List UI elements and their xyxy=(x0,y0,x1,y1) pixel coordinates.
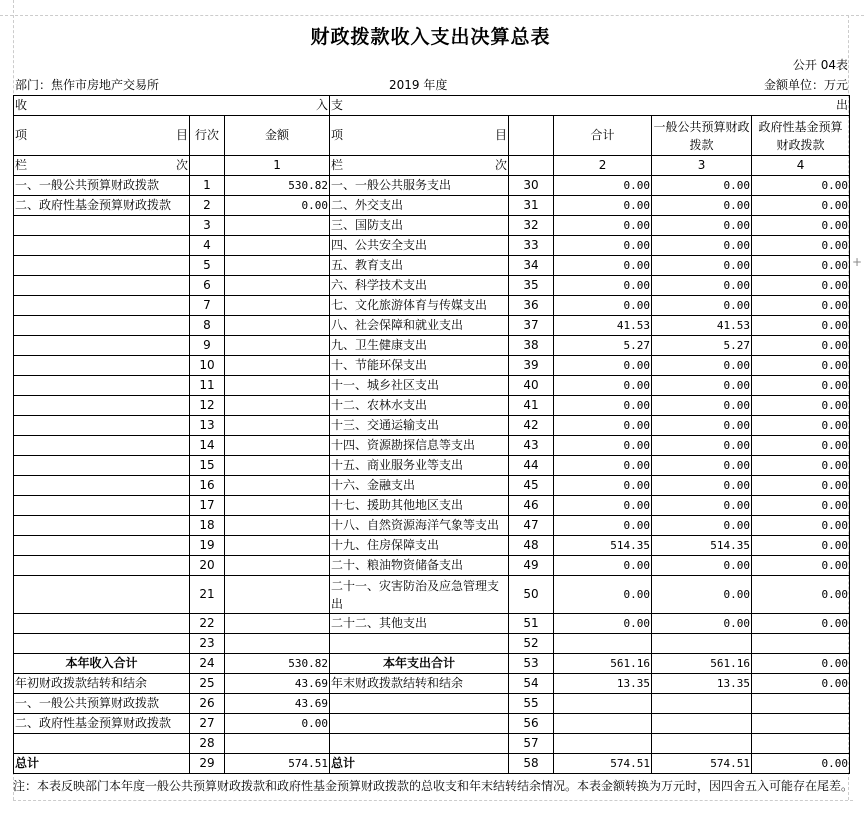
expense-line-no: 39 xyxy=(509,356,554,376)
income-item xyxy=(14,216,190,236)
expense-item: 二、外交支出 xyxy=(330,196,509,216)
expense-general: 0.00 xyxy=(652,356,752,376)
income-amount: 43.69 xyxy=(225,674,330,694)
expense-item: 本年支出合计 xyxy=(330,654,509,674)
expense-total: 0.00 xyxy=(554,416,652,436)
table-row xyxy=(14,556,850,576)
income-amount xyxy=(225,556,330,576)
expense-general xyxy=(652,714,752,734)
expense-total: 561.16 xyxy=(554,654,652,674)
income-item xyxy=(14,276,190,296)
item-header: 项 xyxy=(15,128,28,142)
expense-total: 0.00 xyxy=(554,356,652,376)
expense-general: 0.00 xyxy=(652,576,752,614)
expense-fund: 0.00 xyxy=(752,356,850,376)
expense-total: 0.00 xyxy=(554,614,652,634)
income-item xyxy=(14,396,190,416)
income-line-no: 2 xyxy=(190,196,225,216)
income-amount xyxy=(225,276,330,296)
income-item xyxy=(14,356,190,376)
expense-line-no: 49 xyxy=(509,556,554,576)
table-row xyxy=(14,316,850,336)
expense-line-no: 33 xyxy=(509,236,554,256)
income-line-no: 25 xyxy=(190,674,225,694)
income-line-no: 23 xyxy=(190,634,225,654)
expense-fund: 0.00 xyxy=(752,754,850,774)
expense-general: 574.51 xyxy=(652,754,752,774)
income-line-no: 15 xyxy=(190,456,225,476)
expense-general: 0.00 xyxy=(652,296,752,316)
table-row xyxy=(14,296,850,316)
income-line-no: 1 xyxy=(190,176,225,196)
income-line-no: 28 xyxy=(190,734,225,754)
line-no-header-blank xyxy=(509,116,554,156)
column-number-row xyxy=(14,156,850,176)
expense-line-no: 36 xyxy=(509,296,554,316)
expense-total: 0.00 xyxy=(554,496,652,516)
expense-item: 总计 xyxy=(330,754,509,774)
income-item xyxy=(14,734,190,754)
expense-line-no: 40 xyxy=(509,376,554,396)
income-amount xyxy=(225,256,330,276)
expense-general: 41.53 xyxy=(652,316,752,336)
expense-line-no: 50 xyxy=(509,576,554,614)
expense-general: 0.00 xyxy=(652,216,752,236)
expand-icon[interactable]: + xyxy=(852,255,863,269)
expense-general: 561.16 xyxy=(652,654,752,674)
table-row xyxy=(14,674,850,694)
expense-general: 0.00 xyxy=(652,476,752,496)
income-amount: 574.51 xyxy=(225,754,330,774)
income-line-no: 22 xyxy=(190,614,225,634)
expense-line-no: 30 xyxy=(509,176,554,196)
income-line-no: 16 xyxy=(190,476,225,496)
expense-fund: 0.00 xyxy=(752,614,850,634)
table-row xyxy=(14,456,850,476)
income-line-no: 19 xyxy=(190,536,225,556)
expense-item: 十八、自然资源海洋气象等支出 xyxy=(330,516,509,536)
expense-item: 十九、住房保障支出 xyxy=(330,536,509,556)
item-header: 项 xyxy=(331,128,344,142)
table-row xyxy=(14,356,850,376)
amount-unit: 金额单位：万元 xyxy=(763,78,848,92)
table-row xyxy=(14,396,850,416)
income-amount xyxy=(225,614,330,634)
expense-total: 0.00 xyxy=(554,516,652,536)
income-line-no: 3 xyxy=(190,216,225,236)
income-amount xyxy=(225,216,330,236)
expense-line-no: 35 xyxy=(509,276,554,296)
income-amount xyxy=(225,536,330,556)
table-row xyxy=(14,614,850,634)
expense-item: 十、节能环保支出 xyxy=(330,356,509,376)
income-item: 年初财政拨款结转和结余 xyxy=(14,674,190,694)
expense-total: 0.00 xyxy=(554,576,652,614)
income-item xyxy=(14,236,190,256)
table-row xyxy=(14,496,850,516)
expense-total: 0.00 xyxy=(554,476,652,496)
table-row xyxy=(14,336,850,356)
expense-label-end: 出 xyxy=(836,98,849,112)
column-number: 1 xyxy=(225,156,330,176)
expense-fund xyxy=(752,634,850,654)
expense-line-no: 34 xyxy=(509,256,554,276)
income-amount xyxy=(225,516,330,536)
expense-general: 0.00 xyxy=(652,376,752,396)
expense-line-no: 56 xyxy=(509,714,554,734)
income-amount xyxy=(225,634,330,654)
income-amount xyxy=(225,396,330,416)
expense-item: 十二、农林水支出 xyxy=(330,396,509,416)
expense-general: 0.00 xyxy=(652,256,752,276)
expense-fund: 0.00 xyxy=(752,256,850,276)
table-row xyxy=(14,256,850,276)
expense-item: 三、国防支出 xyxy=(330,216,509,236)
income-line-no: 29 xyxy=(190,754,225,774)
table-row xyxy=(14,196,850,216)
income-amount xyxy=(225,296,330,316)
section-header-row xyxy=(14,96,850,116)
item-header-end: 目 xyxy=(495,128,508,142)
expense-item: 六、科学技术支出 xyxy=(330,276,509,296)
income-item xyxy=(14,516,190,536)
income-item xyxy=(14,376,190,396)
table-row xyxy=(14,416,850,436)
income-label-end: 入 xyxy=(316,98,329,112)
expense-fund: 0.00 xyxy=(752,396,850,416)
income-label: 收 xyxy=(15,98,28,112)
income-item: 二、政府性基金预算财政拨款 xyxy=(14,714,190,734)
expense-total xyxy=(554,714,652,734)
fund-budget-header: 政府性基金预算财政拨款 xyxy=(752,116,850,156)
income-item: 二、政府性基金预算财政拨款 xyxy=(14,196,190,216)
expense-line-no: 45 xyxy=(509,476,554,496)
expense-fund: 0.00 xyxy=(752,576,850,614)
expense-total xyxy=(554,734,652,754)
income-item xyxy=(14,556,190,576)
expense-item xyxy=(330,694,509,714)
expense-general xyxy=(652,734,752,754)
table-row xyxy=(14,516,850,536)
column-header-row xyxy=(14,116,850,156)
expense-total xyxy=(554,694,652,714)
income-line-no: 20 xyxy=(190,556,225,576)
expense-total: 0.00 xyxy=(554,216,652,236)
footnote: 注：本表反映部门本年度一般公共预算财政拨款和政府性基金预算财政拨款的总收支和年末结转结余情况。本表金额转换为万元时，因四舍五入可能存在尾差。 xyxy=(13,772,853,801)
income-item xyxy=(14,336,190,356)
expense-total: 0.00 xyxy=(554,296,652,316)
expense-fund xyxy=(752,734,850,754)
expense-item xyxy=(330,714,509,734)
expense-item: 九、卫生健康支出 xyxy=(330,336,509,356)
expense-fund: 0.00 xyxy=(752,654,850,674)
income-line-no: 14 xyxy=(190,436,225,456)
expense-line-no: 42 xyxy=(509,416,554,436)
expense-total: 0.00 xyxy=(554,376,652,396)
table-row xyxy=(14,376,850,396)
expense-line-no: 57 xyxy=(509,734,554,754)
table-row xyxy=(14,216,850,236)
income-amount xyxy=(225,496,330,516)
expense-line-no: 38 xyxy=(509,336,554,356)
expense-total: 0.00 xyxy=(554,236,652,256)
income-line-no: 11 xyxy=(190,376,225,396)
expense-item: 十七、援助其他地区支出 xyxy=(330,496,509,516)
income-item xyxy=(14,316,190,336)
expense-general: 0.00 xyxy=(652,176,752,196)
income-line-no: 26 xyxy=(190,694,225,714)
table-row xyxy=(14,576,850,614)
income-item: 一、一般公共预算财政拨款 xyxy=(14,694,190,714)
income-amount xyxy=(225,316,330,336)
table-row xyxy=(14,734,850,754)
form-number-row xyxy=(13,55,848,75)
expense-total: 0.00 xyxy=(554,456,652,476)
expense-item: 十四、资源勘探信息等支出 xyxy=(330,436,509,456)
income-amount: 530.82 xyxy=(225,654,330,674)
table-row xyxy=(14,276,850,296)
expense-fund: 0.00 xyxy=(752,476,850,496)
income-item: 一、一般公共预算财政拨款 xyxy=(14,176,190,196)
expense-line-no: 43 xyxy=(509,436,554,456)
budget-table xyxy=(13,95,850,774)
expense-line-no: 51 xyxy=(509,614,554,634)
income-line-no: 7 xyxy=(190,296,225,316)
expense-total: 13.35 xyxy=(554,674,652,694)
income-item xyxy=(14,476,190,496)
expense-fund: 0.00 xyxy=(752,276,850,296)
expense-item xyxy=(330,734,509,754)
fiscal-year: 2019 年度 xyxy=(389,78,448,92)
expense-general xyxy=(652,634,752,654)
expense-general: 5.27 xyxy=(652,336,752,356)
income-line-no: 4 xyxy=(190,236,225,256)
expense-item: 一、一般公共服务支出 xyxy=(330,176,509,196)
income-line-no: 8 xyxy=(190,316,225,336)
expense-fund: 0.00 xyxy=(752,536,850,556)
income-item xyxy=(14,496,190,516)
income-item xyxy=(14,576,190,614)
expense-item: 七、文化旅游体育与传媒支出 xyxy=(330,296,509,316)
expense-item: 四、公共安全支出 xyxy=(330,236,509,256)
column-label: 栏 xyxy=(331,158,344,172)
expense-general xyxy=(652,694,752,714)
expense-item: 年末财政拨款结转和结余 xyxy=(330,674,509,694)
item-header-end: 目 xyxy=(175,128,188,142)
expense-item xyxy=(330,634,509,654)
column-label-end: 次 xyxy=(495,158,508,172)
income-item xyxy=(14,456,190,476)
expense-total: 0.00 xyxy=(554,196,652,216)
expense-fund: 0.00 xyxy=(752,336,850,356)
expense-total xyxy=(554,634,652,654)
income-item xyxy=(14,634,190,654)
column-number: 2 xyxy=(554,156,652,176)
table-row xyxy=(14,176,850,196)
column-label-end: 次 xyxy=(175,158,188,172)
expense-total: 0.00 xyxy=(554,556,652,576)
expense-total: 0.00 xyxy=(554,396,652,416)
income-item xyxy=(14,256,190,276)
income-item: 本年收入合计 xyxy=(14,654,190,674)
income-amount: 43.69 xyxy=(225,694,330,714)
expense-item: 十六、金融支出 xyxy=(330,476,509,496)
table-row xyxy=(14,694,850,714)
income-amount xyxy=(225,416,330,436)
expense-item: 二十、粮油物资储备支出 xyxy=(330,556,509,576)
expense-general: 0.00 xyxy=(652,396,752,416)
expense-item: 二十二、其他支出 xyxy=(330,614,509,634)
income-amount xyxy=(225,336,330,356)
line-no-header: 行次 xyxy=(190,116,225,156)
form-number: 公开 04表 xyxy=(792,58,848,72)
income-amount xyxy=(225,376,330,396)
page-title: 财政拨款收入支出决算总表 xyxy=(310,26,551,48)
expense-fund: 0.00 xyxy=(752,316,850,336)
expense-item: 八、社会保障和就业支出 xyxy=(330,316,509,336)
expense-fund: 0.00 xyxy=(752,296,850,316)
expense-general: 0.00 xyxy=(652,456,752,476)
income-amount: 530.82 xyxy=(225,176,330,196)
expense-line-no: 58 xyxy=(509,754,554,774)
column-number: 3 xyxy=(652,156,752,176)
column-number: 4 xyxy=(752,156,850,176)
income-amount xyxy=(225,236,330,256)
expense-fund: 0.00 xyxy=(752,176,850,196)
expense-item: 二十一、灾害防治及应急管理支出 xyxy=(330,576,509,614)
expense-general: 0.00 xyxy=(652,516,752,536)
income-line-no: 21 xyxy=(190,576,225,614)
table-row xyxy=(14,714,850,734)
expense-item: 十五、商业服务业等支出 xyxy=(330,456,509,476)
expense-total: 0.00 xyxy=(554,256,652,276)
blank-cell xyxy=(190,156,225,176)
table-row xyxy=(14,654,850,674)
income-item xyxy=(14,416,190,436)
income-amount xyxy=(225,436,330,456)
income-line-no: 5 xyxy=(190,256,225,276)
expense-total: 574.51 xyxy=(554,754,652,774)
income-line-no: 12 xyxy=(190,396,225,416)
income-amount: 0.00 xyxy=(225,196,330,216)
income-line-no: 6 xyxy=(190,276,225,296)
expense-line-no: 46 xyxy=(509,496,554,516)
expense-general: 0.00 xyxy=(652,276,752,296)
expense-total: 0.00 xyxy=(554,176,652,196)
expense-line-no: 52 xyxy=(509,634,554,654)
expense-line-no: 55 xyxy=(509,694,554,714)
expense-fund: 0.00 xyxy=(752,196,850,216)
expense-fund: 0.00 xyxy=(752,236,850,256)
expense-item: 十三、交通运输支出 xyxy=(330,416,509,436)
blank-cell xyxy=(509,156,554,176)
expense-fund: 0.00 xyxy=(752,516,850,536)
expense-fund: 0.00 xyxy=(752,556,850,576)
expense-general: 0.00 xyxy=(652,556,752,576)
amount-header: 金额 xyxy=(225,116,330,156)
expense-total: 5.27 xyxy=(554,336,652,356)
expense-fund: 0.00 xyxy=(752,674,850,694)
expense-line-no: 48 xyxy=(509,536,554,556)
general-budget-header: 一般公共预算财政拨款 xyxy=(652,116,752,156)
info-row xyxy=(13,75,848,95)
expense-line-no: 44 xyxy=(509,456,554,476)
expense-fund: 0.00 xyxy=(752,456,850,476)
expense-fund: 0.00 xyxy=(752,496,850,516)
expense-line-no: 47 xyxy=(509,516,554,536)
table-row xyxy=(14,476,850,496)
expense-fund xyxy=(752,694,850,714)
income-amount: 0.00 xyxy=(225,714,330,734)
expense-general: 514.35 xyxy=(652,536,752,556)
income-line-no: 9 xyxy=(190,336,225,356)
income-amount xyxy=(225,576,330,614)
expense-general: 0.00 xyxy=(652,436,752,456)
table-row xyxy=(14,754,850,774)
income-item xyxy=(14,614,190,634)
expense-general: 13.35 xyxy=(652,674,752,694)
income-amount xyxy=(225,476,330,496)
column-label: 栏 xyxy=(15,158,28,172)
income-line-no: 27 xyxy=(190,714,225,734)
table-row xyxy=(14,536,850,556)
expense-item: 十一、城乡社区支出 xyxy=(330,376,509,396)
income-line-no: 13 xyxy=(190,416,225,436)
table-row xyxy=(14,634,850,654)
expense-line-no: 31 xyxy=(509,196,554,216)
department: 部门：焦作市房地产交易所 xyxy=(15,78,160,92)
income-line-no: 17 xyxy=(190,496,225,516)
expense-total: 0.00 xyxy=(554,276,652,296)
income-line-no: 24 xyxy=(190,654,225,674)
expense-line-no: 53 xyxy=(509,654,554,674)
expense-label: 支 xyxy=(331,98,344,112)
total-header: 合计 xyxy=(554,116,652,156)
expense-fund: 0.00 xyxy=(752,416,850,436)
income-item xyxy=(14,436,190,456)
expense-general: 0.00 xyxy=(652,196,752,216)
expense-total: 41.53 xyxy=(554,316,652,336)
expense-item: 五、教育支出 xyxy=(330,256,509,276)
income-item: 总计 xyxy=(14,754,190,774)
expense-general: 0.00 xyxy=(652,496,752,516)
expense-fund: 0.00 xyxy=(752,376,850,396)
income-line-no: 10 xyxy=(190,356,225,376)
expense-total: 0.00 xyxy=(554,436,652,456)
income-amount xyxy=(225,734,330,754)
income-item xyxy=(14,296,190,316)
expense-line-no: 32 xyxy=(509,216,554,236)
income-item xyxy=(14,536,190,556)
expense-general: 0.00 xyxy=(652,614,752,634)
expense-fund: 0.00 xyxy=(752,436,850,456)
expense-fund: 0.00 xyxy=(752,216,850,236)
expense-general: 0.00 xyxy=(652,236,752,256)
income-amount xyxy=(225,456,330,476)
table-row xyxy=(14,236,850,256)
expense-line-no: 41 xyxy=(509,396,554,416)
expense-fund xyxy=(752,714,850,734)
expense-general: 0.00 xyxy=(652,416,752,436)
income-line-no: 18 xyxy=(190,516,225,536)
expense-line-no: 37 xyxy=(509,316,554,336)
income-amount xyxy=(225,356,330,376)
table-row xyxy=(14,436,850,456)
expense-total: 514.35 xyxy=(554,536,652,556)
expense-line-no: 54 xyxy=(509,674,554,694)
